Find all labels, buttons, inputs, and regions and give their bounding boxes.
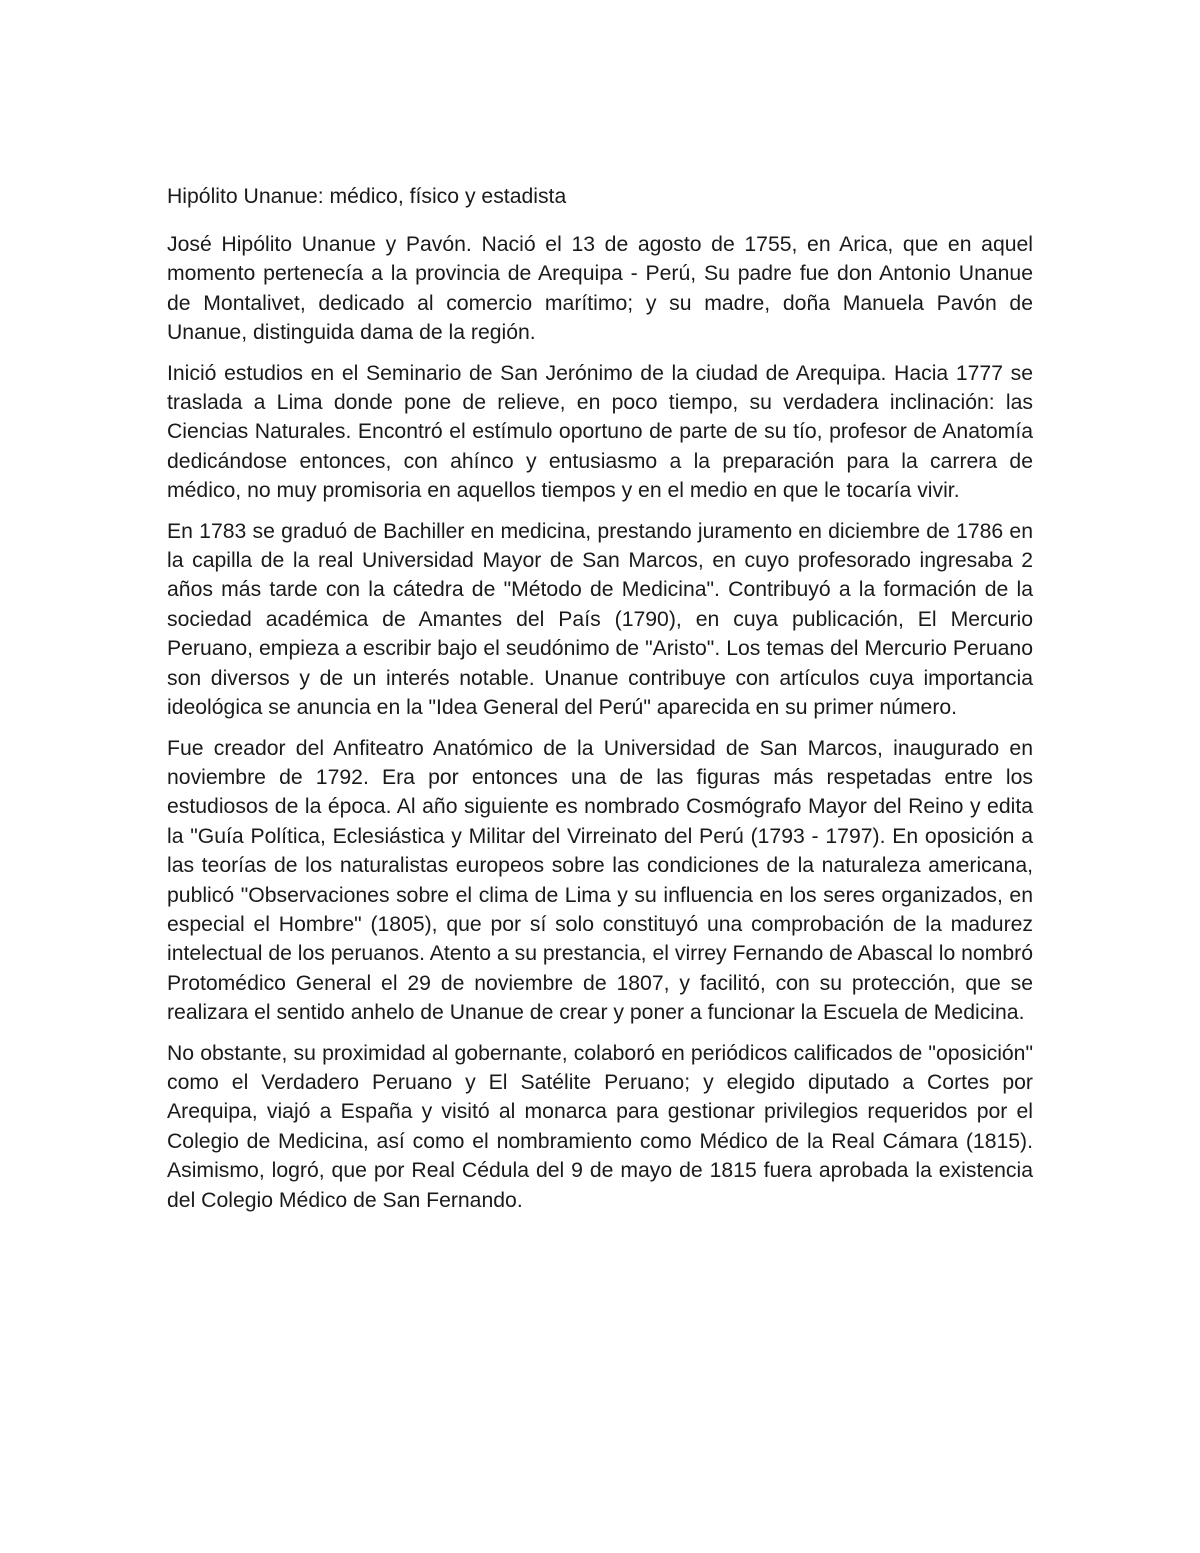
paragraph-studies: Inició estudios en el Seminario de San Jerónimo de la ciudad de Arequipa. Hacia 1777 se traslada a Lima donde pone de relieve, en poco tiempo, su verdadera inclinación: las Ciencias Naturales. Encontró el estímulo oportuno de parte de su tío, profesor de Anatomía dedicándose entonces, con ahínco y entusiasmo a la preparación para la carrera de médico, no muy promisoria en aquellos tiempos y en el medio en que le tocaría vivir. xyxy=(167,361,1033,503)
document-page xyxy=(167,178,1033,1226)
paragraph-birth: José Hipólito Unanue y Pavón. Nació el 13 de agosto de 1755, en Arica, que en aquel momento pertenecía a la provincia de Arequipa - Perú, Su padre fue don Antonio Unanue de Montalivet, dedicado al comercio marítimo; y su madre, doña Manuela Pavón de Unanue, distinguida dama de la región. xyxy=(167,233,1033,345)
document-title: Hipólito Unanue: médico, físico y estadista xyxy=(167,185,567,208)
paragraph-career: En 1783 se graduó de Bachiller en medicina, prestando juramento en diciembre de 1786 en la capilla de la real Universidad Mayor de San Marcos, en cuyo profesorado ingresaba 2 años más tarde con la cátedra de "Método de Medicina". Contribuyó a la formación de la sociedad académica de Amantes del País (1790), en cuya publicación, El Mercurio Peruano, empieza a escribir bajo el seudónimo de "Aristo". Los temas del Mercurio Peruano son diversos y de un interés notable. Unanue contribuye con artículos cuya importancia ideológica se anuncia en la "Idea General del Perú" aparecida en su primer número. xyxy=(167,519,1033,720)
paragraph-anatomy: Fue creador del Anfiteatro Anatómico de la Universidad de San Marcos, inaugurado en noviembre de 1792. Era por entonces una de las figuras más respetadas entre los estudiosos de la época. Al año siguiente es nombrado Cosmógrafo Mayor del Reino y edita la "Guía Política, Eclesiástica y Militar del Virreinato del Perú (1793 - 1797). En oposición a las teorías de los naturalistas europeos sobre las condiciones de la naturaleza americana, publicó "Observaciones sobre el clima de Lima y su influencia en los seres organizados, en especial el Hombre" (1805), que por sí solo constituyó una comprobación de la madurez intelectual de los peruanos. Atento a su prestancia, el virrey Fernando de Abascal lo nombró Protomédico General el 29 de noviembre de 1807, y facilitó, con su protección, que se realizara el sentido anhelo de Unanue de crear y poner a funcionar la Escuela de Medicina. xyxy=(167,736,1033,1025)
paragraph-politics: No obstante, su proximidad al gobernante, colaboró en periódicos calificados de "oposición" como el Verdadero Peruano y El Satélite Peruano; y elegido diputado a Cortes por Arequipa, viajó a España y visitó al monarca para gestionar privilegios requeridos por el Colegio de Medicina, así como el nombramiento como Médico de la Real Cámara (1815). Asimismo, logró, que por Real Cédula del 9 de mayo de 1815 fuera aprobada la existencia del Colegio Médico de San Fernando. xyxy=(167,1041,1033,1212)
